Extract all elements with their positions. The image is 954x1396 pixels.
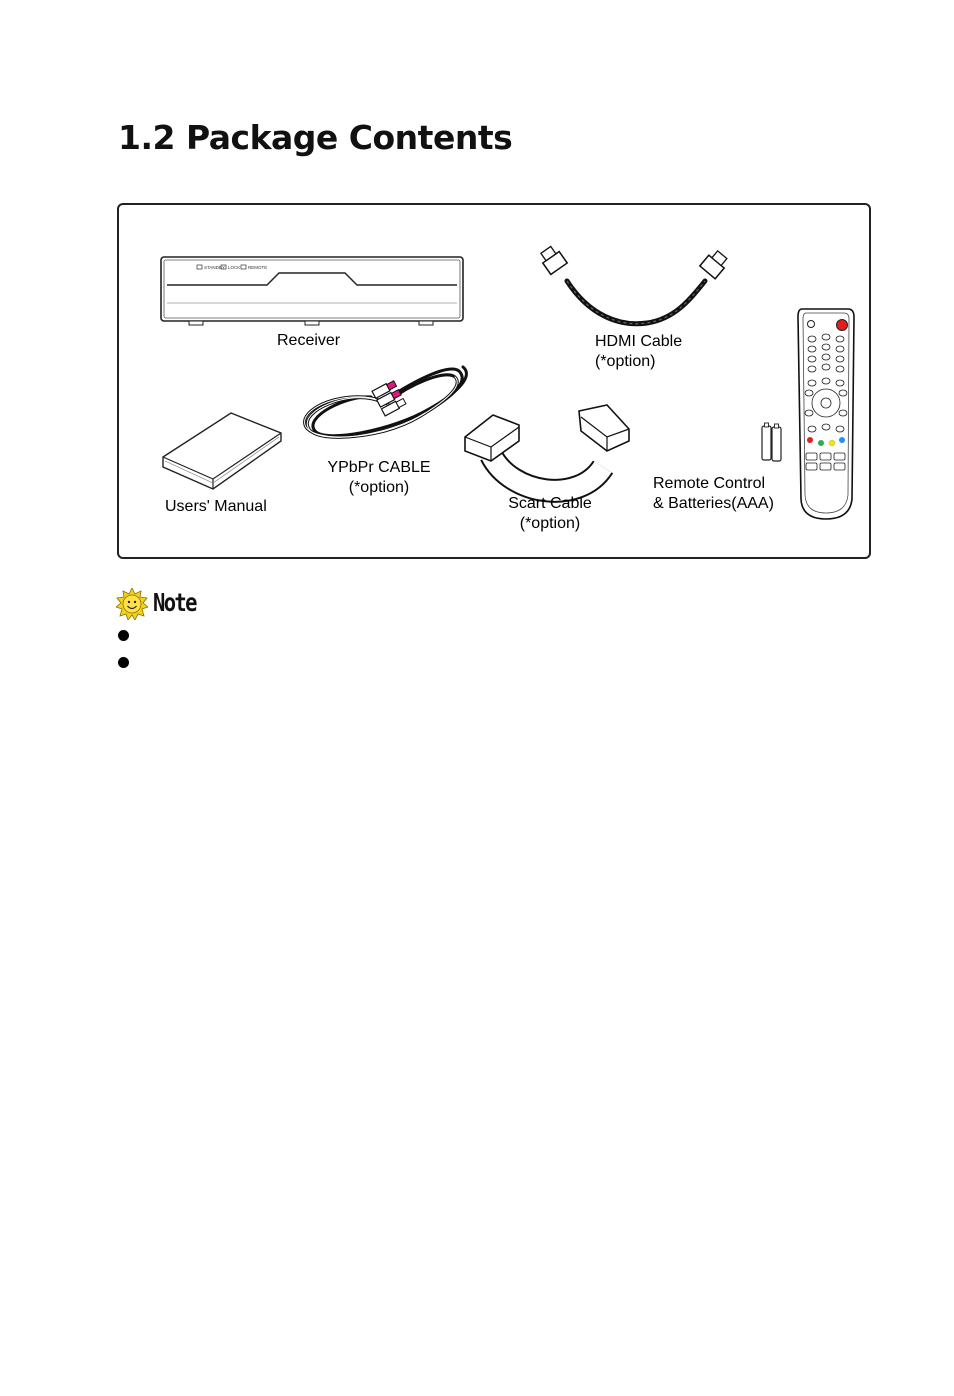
- scart-cable-caption: Scart Cable: [508, 495, 592, 512]
- note-title: Note: [153, 588, 196, 617]
- hdmi-cable-caption: HDMI Cable: [595, 333, 683, 350]
- ypbpr-cable-image: [305, 367, 467, 437]
- note-bullet-1: [118, 630, 129, 641]
- remote-control-image: [798, 309, 854, 519]
- scart-cable-option: (*option): [519, 515, 581, 532]
- page-title: 1.2 Package Contents: [118, 118, 513, 157]
- batteries-caption: & Batteries(AAA): [653, 495, 774, 512]
- led-lock: LOCK: [228, 265, 241, 270]
- receiver-image: [161, 257, 463, 325]
- smiley-sun-icon: [116, 588, 148, 620]
- users-manual-caption: Users' Manual: [165, 498, 267, 515]
- hdmi-cable-option: (*option): [595, 353, 656, 370]
- ypbpr-cable-caption: YPbPr CABLE: [327, 459, 431, 476]
- led-remote: REMOTE: [248, 265, 268, 270]
- remote-control-caption: Remote Control: [653, 475, 766, 492]
- package-contents-panel: [117, 203, 871, 559]
- batteries-image: [762, 423, 781, 461]
- ypbpr-cable-option: (*option): [348, 479, 410, 496]
- note-bullet-2: [118, 657, 129, 668]
- scart-cable-image: [465, 405, 629, 491]
- hdmi-cable-image: [538, 244, 730, 324]
- led-standby: STANDBY: [204, 265, 225, 270]
- users-manual-image: [163, 413, 281, 489]
- receiver-caption: Receiver: [277, 332, 341, 349]
